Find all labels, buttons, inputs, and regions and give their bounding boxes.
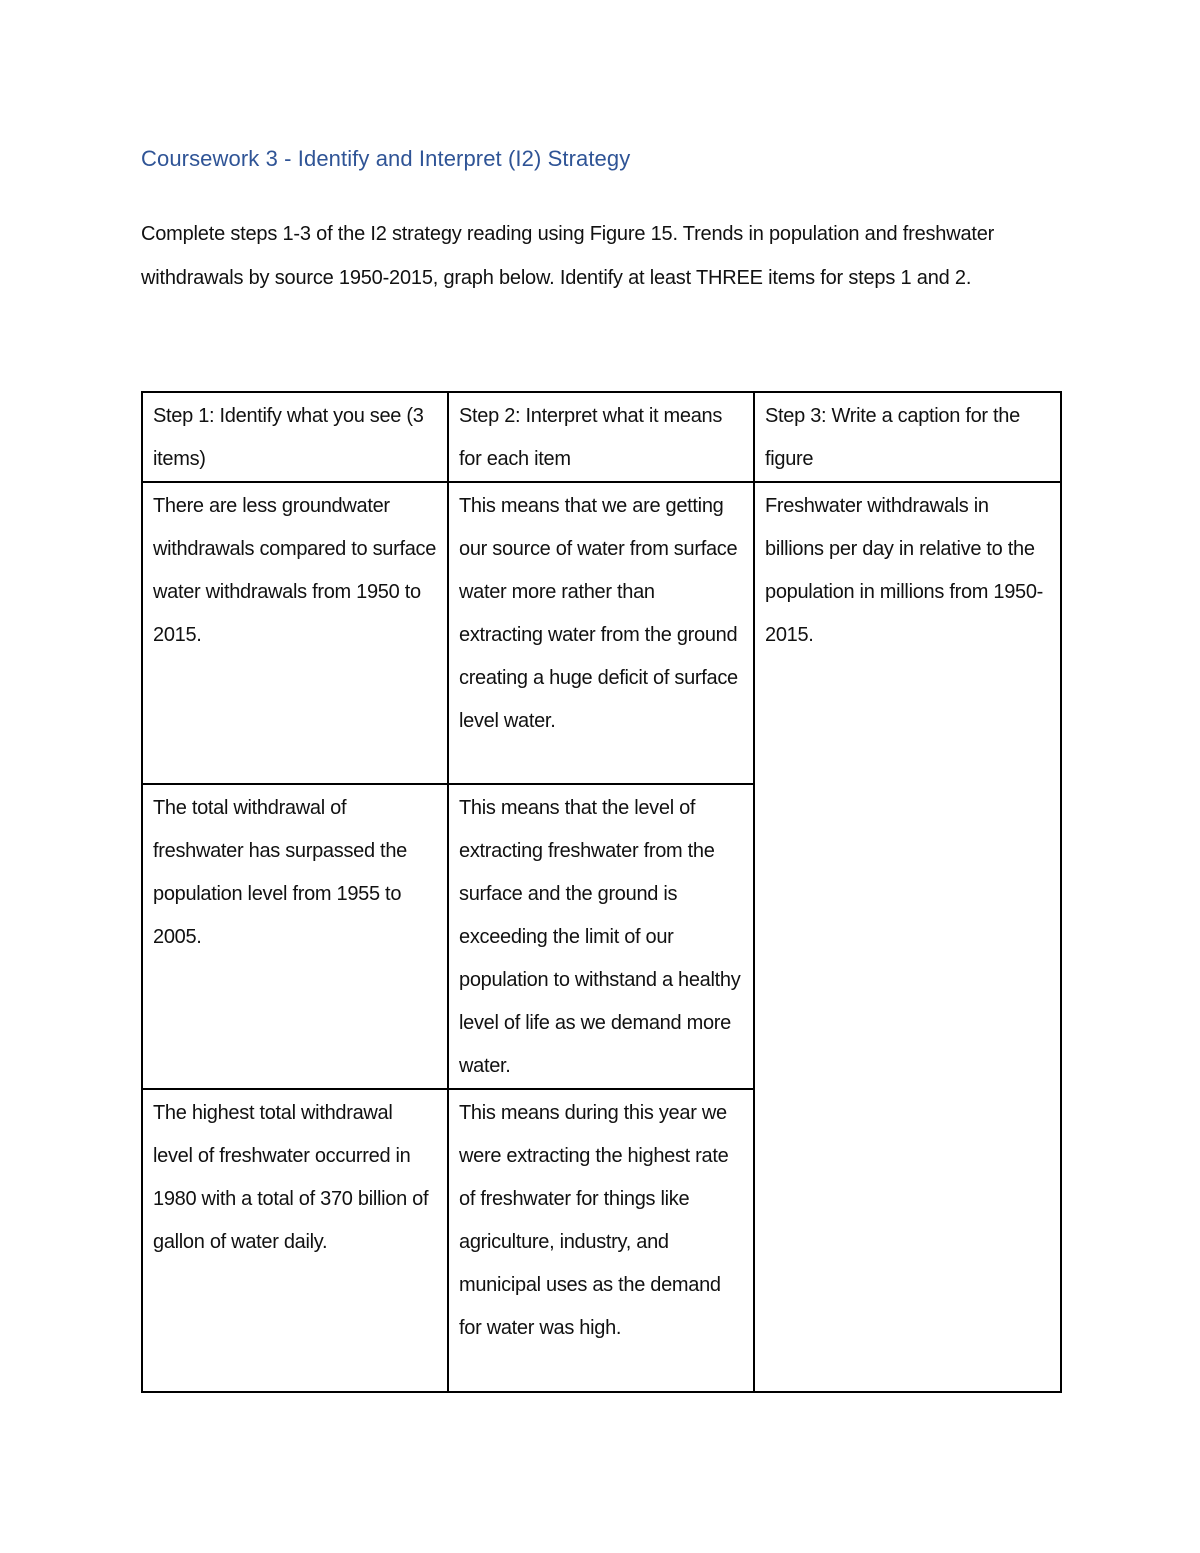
identify-cell: The highest total withdrawal level of freshwater occurred in 1980 with a total of 370 billion of gallon of water daily.: [142, 1089, 448, 1392]
table-row: [142, 482, 1061, 784]
header-step-3: Step 3: Write a caption for the figure: [754, 392, 1061, 482]
header-step-2: Step 2: Interpret what it means for each item: [448, 392, 754, 482]
identify-cell: The total withdrawal of freshwater has surpassed the population level from 1955 to 2005.: [142, 784, 448, 1089]
header-step-1: Step 1: Identify what you see (3 items): [142, 392, 448, 482]
interpret-cell: This means that the level of extracting freshwater from the surface and the ground is exceeding the limit of our population to withstand a healthy level of life as we demand more water.: [448, 784, 754, 1089]
table-header-row: [142, 392, 1061, 482]
interpret-cell: This means that we are getting our source of water from surface water more rather than extracting water from the ground creating a huge deficit of surface level water.: [448, 482, 754, 784]
interpret-cell: This means during this year we were extracting the highest rate of freshwater for things like agriculture, industry, and municipal uses as the demand for water was high.: [448, 1089, 754, 1392]
i2-strategy-table: [141, 391, 1062, 1393]
instructions-paragraph: Complete steps 1-3 of the I2 strategy reading using Figure 15. Trends in population and freshwater withdrawals by source 1950-2015, graph below. Identify at least THREE items for steps 1 and 2.: [141, 223, 995, 289]
caption-cell: Freshwater withdrawals in billions per day in relative to the population in millions from 1950-2015.: [754, 482, 1061, 1392]
document-title: Coursework 3 - Identify and Interpret (I2) Strategy: [141, 146, 631, 171]
identify-cell: There are less groundwater withdrawals compared to surface water withdrawals from 1950 to 2015.: [142, 482, 448, 784]
